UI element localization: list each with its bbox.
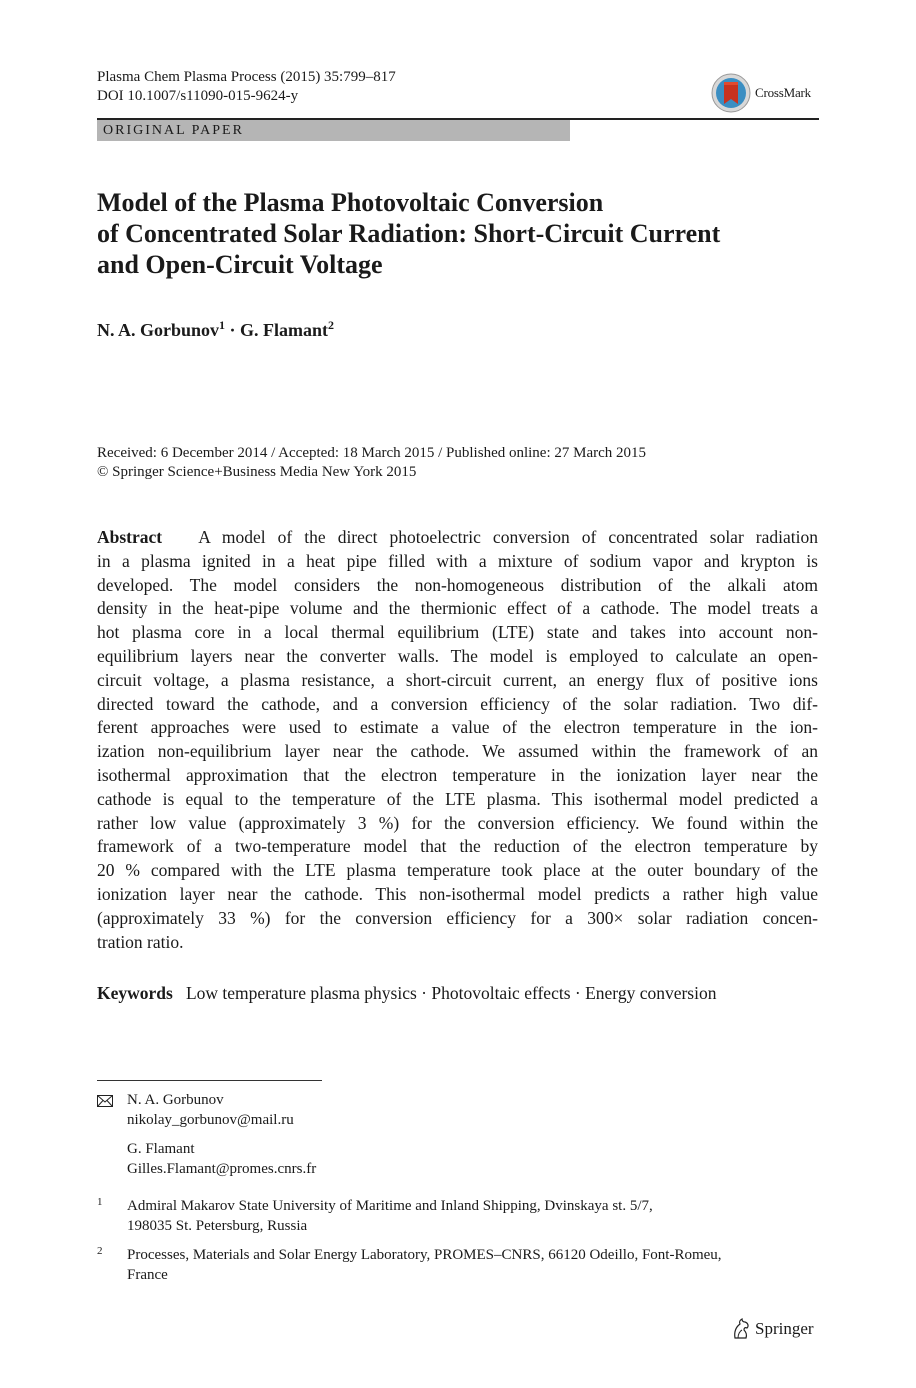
- envelope-icon: [97, 1095, 113, 1107]
- corr-name: G. Flamant: [127, 1141, 195, 1157]
- corr-email[interactable]: nikolay_gorbunov@mail.ru: [127, 1111, 294, 1128]
- keywords-heading: Keywords: [97, 983, 173, 1003]
- affiliation-number: 2: [97, 1245, 103, 1257]
- journal-citation: [97, 68, 396, 106]
- abstract-line: in a plasma ignited in a heat pipe filled with a mixture of sodium vapor and krypton is: [97, 550, 818, 571]
- title-line: and Open-Circuit Voltage: [97, 250, 383, 279]
- abstract-line: hot plasma core in a local thermal equilibrium (LTE) state and takes into account non-: [97, 622, 818, 643]
- correspondence-author: [127, 1140, 316, 1179]
- crossmark-label: CrossMark: [755, 85, 811, 100]
- abstract-line: equilibrium layers near the converter walls. The model is employed to calculate an open-: [97, 645, 818, 666]
- affiliation: [127, 1246, 817, 1285]
- affiliation: [127, 1197, 817, 1236]
- author-list: [97, 313, 334, 342]
- abstract-heading: Abstract: [97, 527, 163, 547]
- abstract: [97, 526, 818, 954]
- author-name[interactable]: N. A. Gorbunov: [97, 320, 220, 340]
- footnote-rule: [97, 1080, 322, 1081]
- copyright-line: © Springer Science+Business Media New York 2015: [97, 464, 417, 480]
- affiliation-line: Admiral Makarov State University of Maritime and Inland Shipping, Dvinskaya st. 5/7,: [127, 1198, 653, 1214]
- author-affiliation-ref: 1: [219, 318, 226, 332]
- correspondence-author: [127, 1091, 294, 1130]
- abstract-line: tration ratio.: [97, 931, 184, 952]
- springer-horse-icon: [731, 1318, 751, 1340]
- abstract-line: 20 % compared with the LTE plasma temperature took place at the outer boundary of the: [97, 860, 818, 881]
- title-line: of Concentrated Solar Radiation: Short-Circuit Current: [97, 219, 721, 248]
- author-affiliation-ref: 2: [328, 318, 335, 332]
- article-type-banner: ORIGINAL PAPER: [97, 120, 570, 141]
- author-separator: ·: [225, 320, 241, 340]
- author-name[interactable]: G. Flamant: [240, 320, 329, 340]
- article-title: [97, 187, 797, 280]
- title-line: Model of the Plasma Photovoltaic Conversion: [97, 188, 604, 217]
- publisher-name: Springer: [755, 1319, 814, 1338]
- abstract-line: cathode is equal to the temperature of the LTE plasma. This isothermal model predicted a: [97, 788, 818, 809]
- crossmark-badge[interactable]: [711, 72, 821, 114]
- abstract-line: Abstract A model of the direct photoelectric conversion of concentrated solar radiation: [97, 527, 818, 547]
- keywords: [97, 981, 716, 1005]
- publisher-logo: [731, 1318, 814, 1340]
- abstract-line: ionization layer near the cathode. This non-isothermal model predicts a rather high value: [97, 883, 818, 904]
- affiliation-line: Processes, Materials and Solar Energy Laboratory, PROMES–CNRS, 66120 Odeillo, Font-Romeu,: [127, 1247, 722, 1263]
- abstract-line: directed toward the cathode, and a conversion efficiency of the solar radiation. Two dif-: [97, 693, 818, 714]
- abstract-line: ization non-equilibrium layer near the cathode. We assumed within the framework of an: [97, 741, 818, 762]
- corr-name: N. A. Gorbunov: [127, 1092, 224, 1108]
- crossmark-icon: [711, 73, 751, 113]
- abstract-line: ferent approaches were used to estimate a value of the electron temperature in the ion-: [97, 717, 818, 738]
- abstract-line: rather low value (approximately 3 %) for the conversion efficiency. We found within the: [97, 812, 818, 833]
- publication-history: [97, 444, 646, 482]
- journal-line: Plasma Chem Plasma Process (2015) 35:799–817: [97, 69, 396, 85]
- abstract-line: circuit voltage, a plasma resistance, a short-circuit current, an energy flux of positive ions: [97, 669, 818, 690]
- affiliation-line: 198035 St. Petersburg, Russia: [127, 1217, 308, 1234]
- affiliation-number: 1: [97, 1196, 103, 1208]
- abstract-line: framework of a two-temperature model that the reduction of the electron temperature by: [97, 836, 818, 857]
- keywords-list: Low temperature plasma physics · Photovoltaic effects · Energy conversion: [185, 983, 717, 1003]
- dates-line: Received: 6 December 2014 / Accepted: 18 March 2015 / Published online: 27 March 2015: [97, 445, 647, 461]
- doi-line[interactable]: DOI 10.1007/s11090-015-9624-y: [97, 88, 299, 104]
- affiliation-line: France: [127, 1266, 168, 1283]
- corr-email[interactable]: Gilles.Flamant@promes.cnrs.fr: [127, 1160, 317, 1177]
- abstract-line: density in the heat-pipe volume and the thermionic effect of a cathode. The model treats a: [97, 598, 818, 619]
- abstract-line: developed. The model considers the non-homogeneous distribution of the alkali atom: [97, 574, 818, 595]
- abstract-line: isothermal approximation that the electron temperature in the ionization layer near the: [97, 764, 818, 785]
- abstract-line: (approximately 33 %) for the conversion efficiency for a 300× solar radiation concen-: [97, 907, 818, 928]
